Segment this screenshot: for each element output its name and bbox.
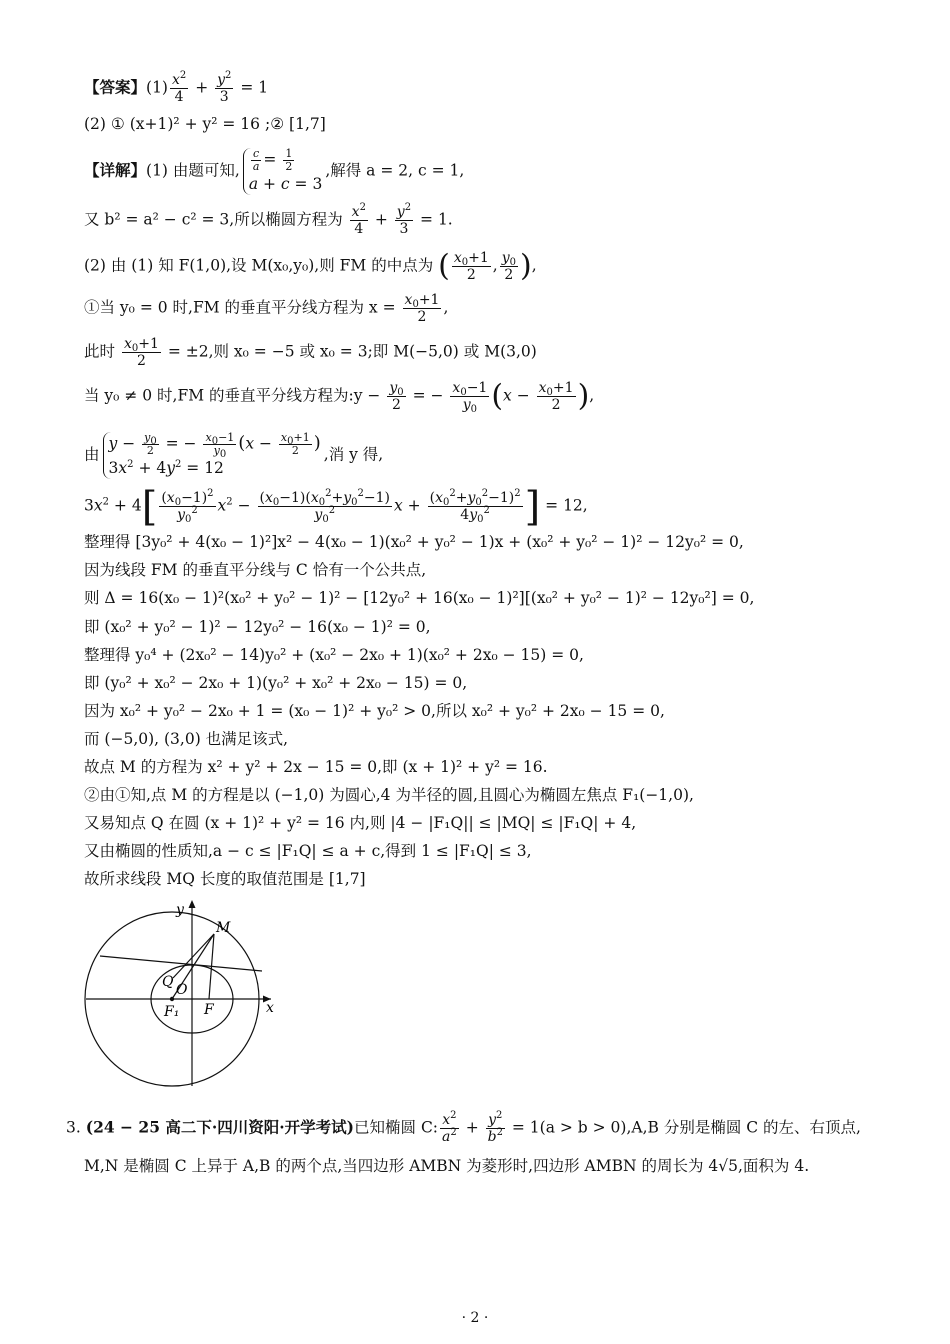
detail-line-9: 整理得 [3y₀² + 4(x₀ − 1)²]x² − 4(x₀ − 1)(x₀² + y₀² − 1)x + (x₀² + y₀² − 1)² − 12y₀² = 0,: [84, 533, 744, 551]
detail-line-6: 当 y₀ ≠ 0 时,FM 的垂直平分线方程为:y − $\frac{y_0}{2}$ = − $\frac{x_0-1}{y_0}$ (x − $\frac{x_0+1}{2}$ ),: [84, 378, 595, 415]
answer-tag: 【答案】: [84, 77, 147, 97]
detail-line-21: 故所求线段 MQ 长度的取值范围是 [1,7]: [84, 870, 366, 888]
label-f: F: [204, 1002, 214, 1018]
system-2: y − $\frac{y_0}{2}$ = − $\frac{x_0-1}{y_0}$ (x − $\frac{x_0+1}{2}$ ) $3x^2 + 4y^2 = 12$: [103, 432, 321, 479]
detail-line2-post: = 1.: [420, 210, 453, 229]
question-source: (24 − 25 高二下·四川资阳·开学考试): [85, 1117, 355, 1137]
y-arrow-icon: [189, 900, 196, 908]
detail-line-7: [84, 432, 383, 479]
answer-part1-label: (1): [146, 78, 168, 97]
detail-line-5: 此时 $\frac{x_0+1}{2}$ = ±2,则 x₀ = −5 或 x₀ = 3;即 M(−5,0) 或 M(3,0): [84, 336, 537, 369]
detail-line-2: 又 b² = a² − c² = 3,所以椭圆方程为 $\frac{x^2}{4}$ + $\frac{y^2}{3}$ = 1.: [84, 202, 453, 237]
label-f1: F₁: [164, 1004, 180, 1020]
detail-line4-pre: ①当 y₀ = 0 时,FM 的垂直平分线方程为 x =: [84, 298, 396, 317]
label-x: x: [266, 1000, 274, 1016]
answer-line-2: [84, 114, 326, 134]
detail-line-16: 而 (−5,0), (3,0) 也满足该式,: [84, 730, 289, 748]
question-3-line-1: 3. (24 − 25 高二下·四川资阳·开学考试)已知椭圆 C: $\frac{x^2}{a^2}$ + $\frac{y^2}{b^2}$ = 1(a > b > 0),A,B 分别是椭圆 C 的左、右顶点,: [66, 1110, 861, 1145]
circled-one: ①: [110, 115, 125, 133]
detail-line3-pre: (2) 由 (1) 知 F(1,0),设 M(x₀,y₀),则 FM 的中点为: [84, 256, 434, 275]
detail-line-8: $3x^2 + 4$[ $\frac{(x_0-1)^2}{y_0^2}$ $x^2$ − $\frac{(x_0-1)(x_0^2+y_0^2-1)}{y_0^2}$ x + $\frac{(x_0^2+y_0^2-1)^2}{4y_0^2}$ ] = 12,: [84, 483, 588, 530]
detail-line-1: [84, 148, 464, 195]
detail-line7-post: ,消 y 得,: [323, 445, 384, 464]
label-y: y: [176, 902, 184, 918]
answer-circle-equation: (x+1)² + y² = 16 ;: [129, 115, 271, 133]
detail-line2-pre: 又 b² = a² − c² = 3,所以椭圆方程为: [84, 210, 343, 229]
question-number: 3.: [66, 1118, 81, 1137]
detail-line-4: ①当 y₀ = 0 时,FM 的垂直平分线方程为 x = $\frac{x_0+1}{2}$ ,: [84, 292, 449, 325]
detail-line-12: 即 (x₀² + y₀² − 1)² − 12y₀² − 16(x₀ − 1)² = 0,: [84, 618, 431, 636]
detail-line5-pre: 此时: [84, 342, 116, 361]
detail-line7-pre: 由: [84, 445, 100, 464]
detail-line-19: 又易知点 Q 在圆 (x + 1)² + y² = 16 内,则 |4 − |F₁Q|| ≤ |MQ| ≤ |F₁Q| + 4,: [84, 814, 637, 832]
question-line1-post: = 1(a > b > 0),A,B 分别是椭圆 C 的左、右顶点,: [511, 1118, 861, 1137]
answer-range: [1,7]: [289, 115, 326, 133]
detail-line-17: 故点 M 的方程为 x² + y² + 2x − 15 = 0,即 (x + 1)² + y² = 16.: [84, 758, 548, 776]
detail-line-10: 因为线段 FM 的垂直平分线与 C 恰有一个公共点,: [84, 561, 427, 579]
detail-line-3: (2) 由 (1) 知 F(1,0),设 M(x₀,y₀),则 FM 的中点为 ( $\frac{x_0+1}{2}$ , $\frac{y_0}{2}$ ),: [84, 248, 537, 284]
detail-line-18: ②由①知,点 M 的方程是以 (−1,0) 为圆心,4 为半径的圆,且圆心为椭圆左焦点 F₁(−1,0),: [84, 786, 694, 804]
system-1: $\frac{c}{a}$ = $\frac{1}{2}$ a + c = 3: [243, 148, 322, 195]
detail-line8-eq: = 12,: [545, 496, 588, 515]
circled-two: ②: [270, 115, 285, 133]
focus-point: [170, 997, 174, 1001]
detail-line-13: 整理得 y₀⁴ + (2x₀² − 14)y₀² + (x₀² − 2x₀ + 1)(x₀² + 2x₀ − 15) = 0,: [84, 646, 584, 664]
page-number: · 2 ·: [461, 1310, 489, 1326]
detail-line-11: 则 Δ = 16(x₀ − 1)²(x₀² + y₀² − 1)² − [12y₀² + 16(x₀ − 1)²][(x₀² + y₀² − 1)² − 12y₀²] = 0,: [84, 589, 755, 607]
detail-line5-post: = ±2,则 x₀ = −5 或 x₀ = 3;即 M(−5,0) 或 M(3,0): [167, 342, 537, 361]
question-3: [66, 1110, 906, 1175]
detail-line-14: 即 (y₀² + x₀² − 2x₀ + 1)(y₀² + x₀² + 2x₀ − 15) = 0,: [84, 674, 468, 692]
detail-line-20: 又由椭圆的性质知,a − c ≤ |F₁Q| ≤ a + c,得到 1 ≤ |F₁Q| ≤ 3,: [84, 842, 532, 860]
detail-line1-post: ,解得 a = 2, c = 1,: [325, 161, 465, 180]
segment-q-m: [173, 934, 214, 978]
detail-line-15: 因为 x₀² + y₀² − 2x₀ + 1 = (x₀ − 1)² + y₀² > 0,所以 x₀² + y₀² + 2x₀ − 15 = 0,: [84, 702, 665, 720]
detail-line6-pre: 当 y₀ ≠ 0 时,FM 的垂直平分线方程为:y −: [84, 386, 381, 405]
label-m: M: [216, 920, 231, 936]
label-q: Q: [162, 974, 174, 990]
question-3-line-2: M,N 是椭圆 C 上异于 A,B 的两个点,当四边形 AMBN 为菱形时,四边形 AMBN 的周长为 4√5,面积为 4.: [84, 1157, 810, 1175]
answer-line-1: 【答案】(1) $\frac{x^2}{4}$ + $\frac{y^2}{3}$ = 1: [84, 70, 269, 105]
question-line1-pre: 已知椭圆 C:: [354, 1118, 439, 1137]
answer-part2-label: (2): [84, 115, 106, 133]
detail-line1-pre: (1) 由题可知,: [146, 161, 240, 180]
detail-tag: 【详解】: [84, 160, 147, 180]
label-o: O: [176, 982, 188, 998]
geometry-figure: [78, 896, 288, 1088]
